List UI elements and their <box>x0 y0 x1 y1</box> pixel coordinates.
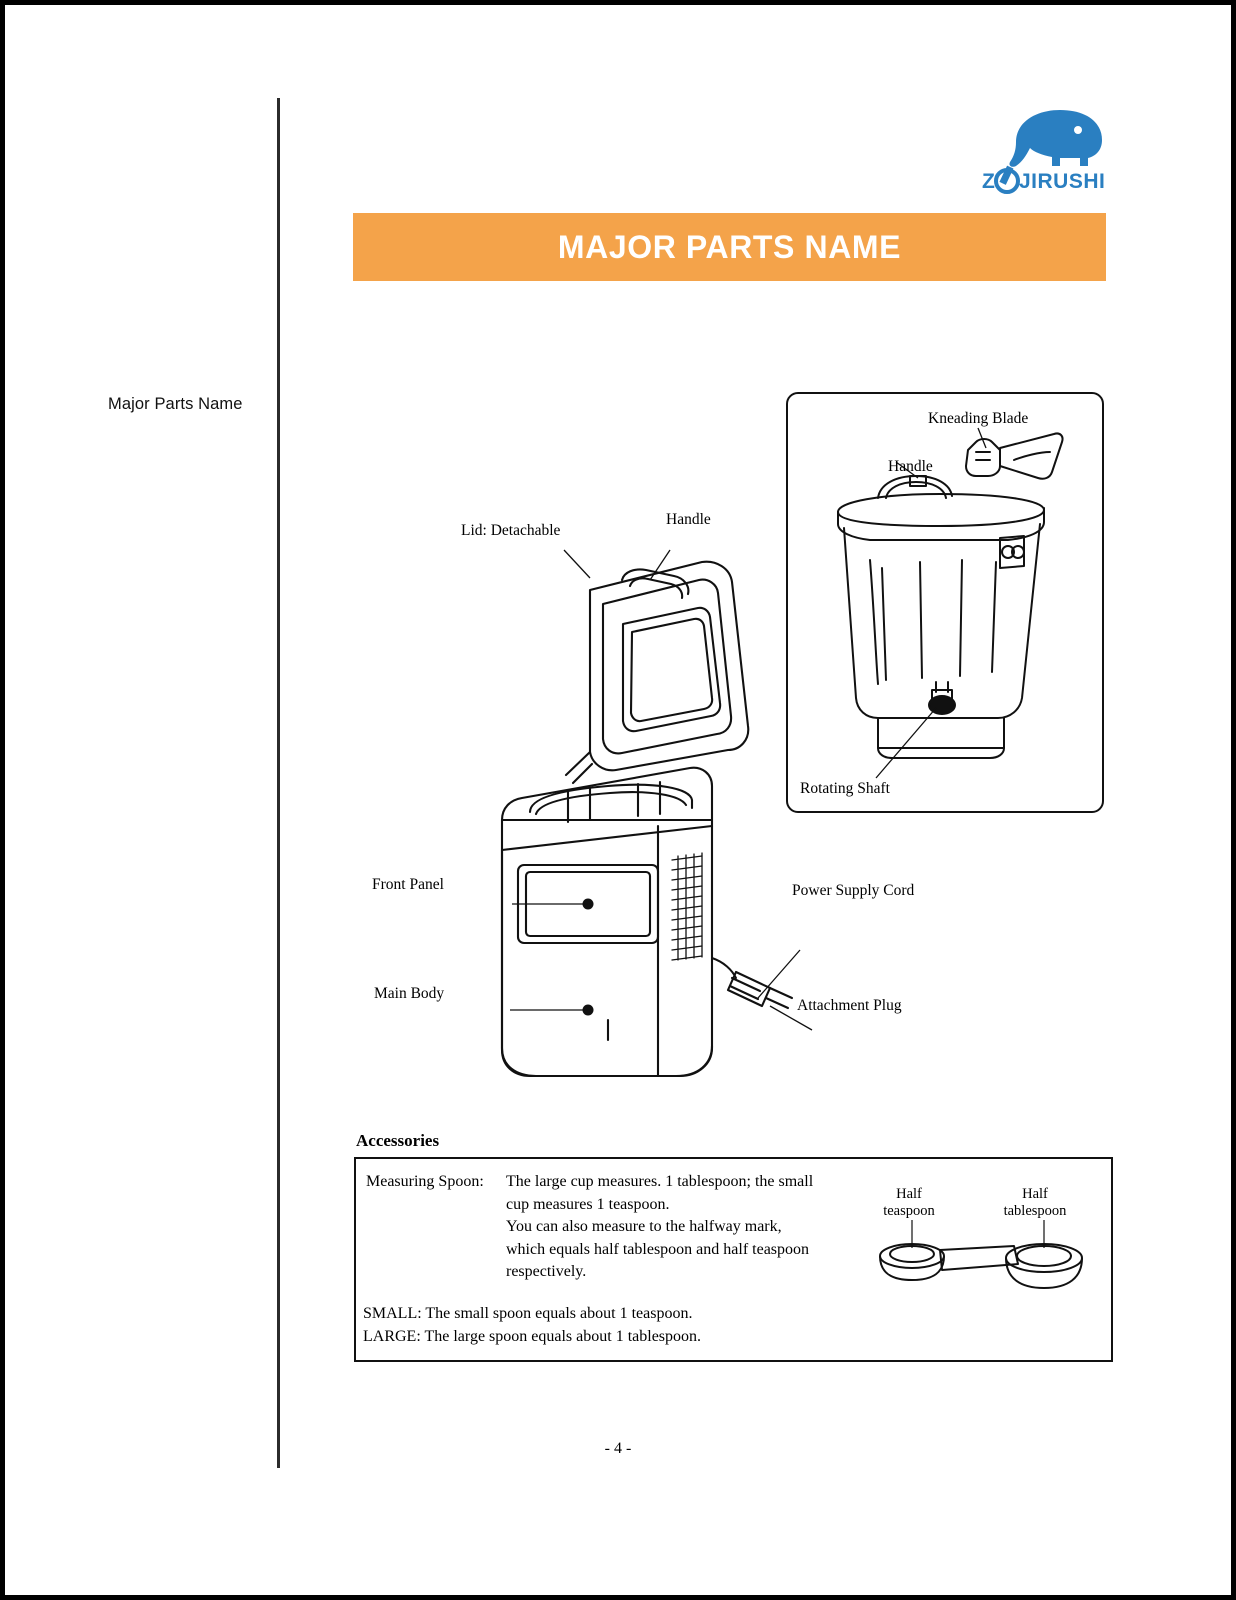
svg-text:Z: Z <box>982 170 996 193</box>
zojirushi-logo <box>982 100 1112 195</box>
label-lid-detachable: Lid: Detachable <box>461 522 561 539</box>
label-half-teaspoon-line1: Half <box>896 1186 922 1202</box>
measuring-spoon-description <box>366 1171 866 1284</box>
label-half-teaspoon <box>876 1186 942 1220</box>
baking-pan-illustration <box>800 400 1100 800</box>
measuring-spoon-illustration <box>868 1228 1084 1298</box>
measuring-spoon-line-3: You can also measure to the halfway mark, <box>506 1218 782 1235</box>
label-power-supply-cord: Power Supply Cord <box>792 882 915 899</box>
page-title: MAJOR PARTS NAME <box>557 228 902 265</box>
accessories-heading: Accessories <box>356 1131 440 1150</box>
label-front-panel: Front Panel <box>372 876 444 893</box>
measuring-spoon-line-4: which equals half tablespoon and half teaspoon <box>506 1240 810 1258</box>
margin-note: Major Parts Name <box>108 395 243 413</box>
measuring-spoon-line-5: respectively. <box>506 1263 587 1280</box>
label-main-body: Main Body <box>374 985 445 1002</box>
label-rotating-shaft: Rotating Shaft <box>800 780 890 797</box>
margin-divider <box>277 98 280 1468</box>
label-handle-inset: Handle <box>888 458 933 475</box>
measuring-spoon-line-1: The large cup measures. 1 tablespoon; the small <box>506 1173 814 1190</box>
label-half-tablespoon-line1: Half <box>1022 1186 1048 1202</box>
spoon-size-notes <box>363 1302 883 1348</box>
section-banner <box>353 213 1106 281</box>
label-half-tablespoon-line2: tablespoon <box>1003 1203 1067 1219</box>
large-spoon-note: LARGE: The large spoon equals about 1 tablespoon. <box>363 1328 702 1345</box>
label-attachment-plug: Attachment Plug <box>797 997 902 1014</box>
page-number: - 4 - <box>604 1440 632 1457</box>
label-handle-main: Handle <box>666 511 711 528</box>
measuring-spoon-line-2: cup measures 1 teaspoon. <box>506 1195 670 1213</box>
svg-text:JIRUSHI: JIRUSHI <box>1019 170 1106 193</box>
small-spoon-note: SMALL: The small spoon equals about 1 teaspoon. <box>363 1305 693 1322</box>
label-kneading-blade: Kneading Blade <box>928 410 1029 427</box>
label-half-tablespoon <box>990 1186 1080 1220</box>
label-half-teaspoon-line2: teaspoon <box>883 1203 935 1219</box>
measuring-spoon-term: Measuring Spoon: <box>366 1173 484 1190</box>
